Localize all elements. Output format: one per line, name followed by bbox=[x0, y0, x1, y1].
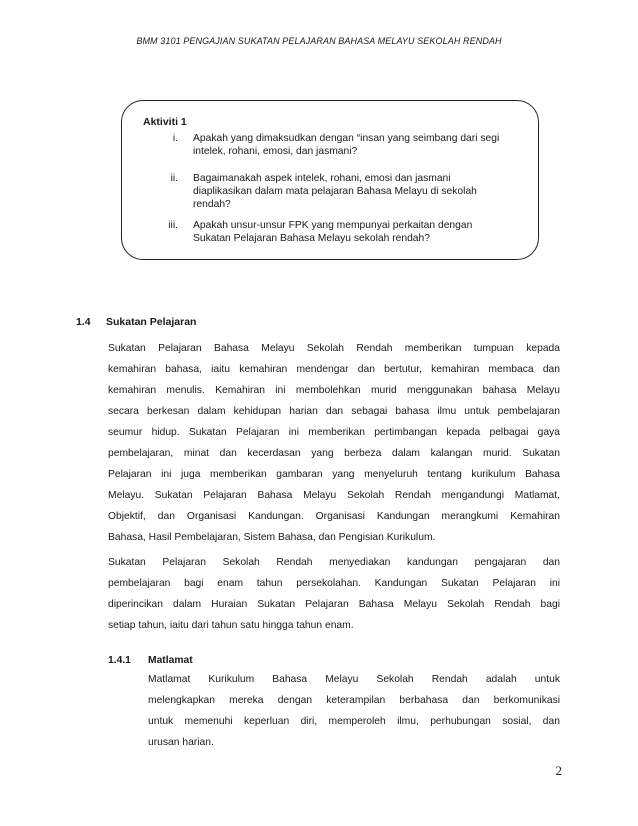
subsection-paragraph bbox=[148, 669, 560, 753]
paragraph-line: Sukatan Pelajaran Sekolah Rendah menyediakan kandungan pengajaran dan bbox=[108, 557, 560, 568]
section-number: 1.4 bbox=[76, 316, 91, 328]
paragraph-line: Sukatan Pelajaran Bahasa Melayu Sekolah Rendah memberikan tumpuan kepada bbox=[108, 343, 560, 354]
activity-item-number: iii. bbox=[168, 220, 178, 231]
paragraph-line: pembelajaran, minat dan kecerdasan yang berbeza dalam kalangan murid. Sukatan bbox=[108, 448, 560, 459]
paragraph-line: Objektif, dan Organisasi Kandungan. Organisasi Kandungan merangkumi Kemahiran bbox=[108, 511, 560, 522]
activity-item-line: Bagaimanakah aspek intelek, rohani, emosi dan jasmani bbox=[193, 173, 451, 184]
activity-item-text bbox=[193, 219, 538, 245]
paragraph-line: secara berkesan dalam kehidupan harian dan sebagai bahasa ilmu untuk pembelajaran bbox=[108, 406, 560, 417]
paragraph-line: setiap tahun, iaitu dari tahun satu hingga tahun enam. bbox=[108, 620, 354, 631]
paragraph-line: kemahiran menulis. Kemahiran ini membolehkan murid menggunakan bahasa Melayu bbox=[108, 385, 560, 396]
subsection-title: Matlamat bbox=[148, 655, 193, 666]
section-heading bbox=[76, 316, 196, 328]
paragraph-line: untuk memenuhi keperluan diri, memperoleh ilmu, perhubungan sosial, dan bbox=[148, 716, 560, 727]
activity-item-line: Apakah unsur-unsur FPK yang mempunyai perkaitan dengan bbox=[193, 220, 473, 231]
paragraph-line: Melayu. Sukatan Pelajaran Bahasa Melayu Sekolah Rendah mengandungi Matlamat, bbox=[108, 490, 560, 501]
paragraph-line: diperincikan dalam Huraian Sukatan Pelajaran Bahasa Melayu Sekolah Rendah bagi bbox=[108, 599, 560, 610]
activity-item-line: Apakah yang dimaksudkan dengan “insan yang seimbang dari segi bbox=[193, 133, 500, 144]
paragraph-line: seumur hidup. Sukatan Pelajaran ini memberikan pertimbangan kepada pelbagai gaya bbox=[108, 427, 560, 438]
section-title: Sukatan Pelajaran bbox=[106, 316, 197, 328]
paragraph-line: Pelajaran ini juga memberikan gambaran yang menyeluruh tentang kurikulum Bahasa bbox=[108, 469, 560, 480]
subsection-heading bbox=[108, 655, 193, 666]
activity-item-line: Sukatan Pelajaran Bahasa Melayu sekolah rendah? bbox=[193, 233, 430, 244]
activity-item-text bbox=[193, 172, 538, 211]
activity-item-number: i. bbox=[172, 133, 178, 144]
activity-box bbox=[121, 100, 539, 260]
activity-title: Aktiviti 1 bbox=[143, 116, 187, 128]
activity-item-text bbox=[193, 132, 538, 158]
paragraph-line: Bahasa, Hasil Pembelajaran, Sistem Bahasa, dan Pengisian Kurikulum. bbox=[108, 532, 436, 543]
page-header: BMM 3101 PENGAJIAN SUKATAN PELAJARAN BAHASA MELAYU SEKOLAH RENDAH bbox=[136, 36, 502, 46]
paragraph-line: pembelajaran bagi enam tahun persekolahan. Kandungan Sukatan Pelajaran ini bbox=[108, 578, 560, 589]
activity-item-line: rendah? bbox=[193, 199, 231, 210]
paragraph-line: kemahiran bahasa, iaitu kemahiran mendengar dan bertutur, kemahiran membaca dan bbox=[108, 364, 560, 375]
section-paragraph-2 bbox=[108, 552, 560, 636]
activity-item-line: intelek, rohani, emosi, dan jasmani? bbox=[193, 146, 358, 157]
section-paragraph-1 bbox=[108, 338, 560, 548]
paragraph-line: melengkapkan mereka dengan keterampilan berbahasa dan berkomunikasi bbox=[148, 695, 560, 706]
paragraph-line: urusan harian. bbox=[148, 737, 214, 748]
page-number: 2 bbox=[555, 763, 562, 778]
subsection-number: 1.4.1 bbox=[108, 655, 131, 666]
activity-item-number: ii. bbox=[170, 173, 178, 184]
activity-item-line: diaplikasikan dalam mata pelajaran Bahasa Melayu di sekolah bbox=[193, 186, 477, 197]
paragraph-line: Matlamat Kurikulum Bahasa Melayu Sekolah Rendah adalah untuk bbox=[148, 674, 560, 685]
